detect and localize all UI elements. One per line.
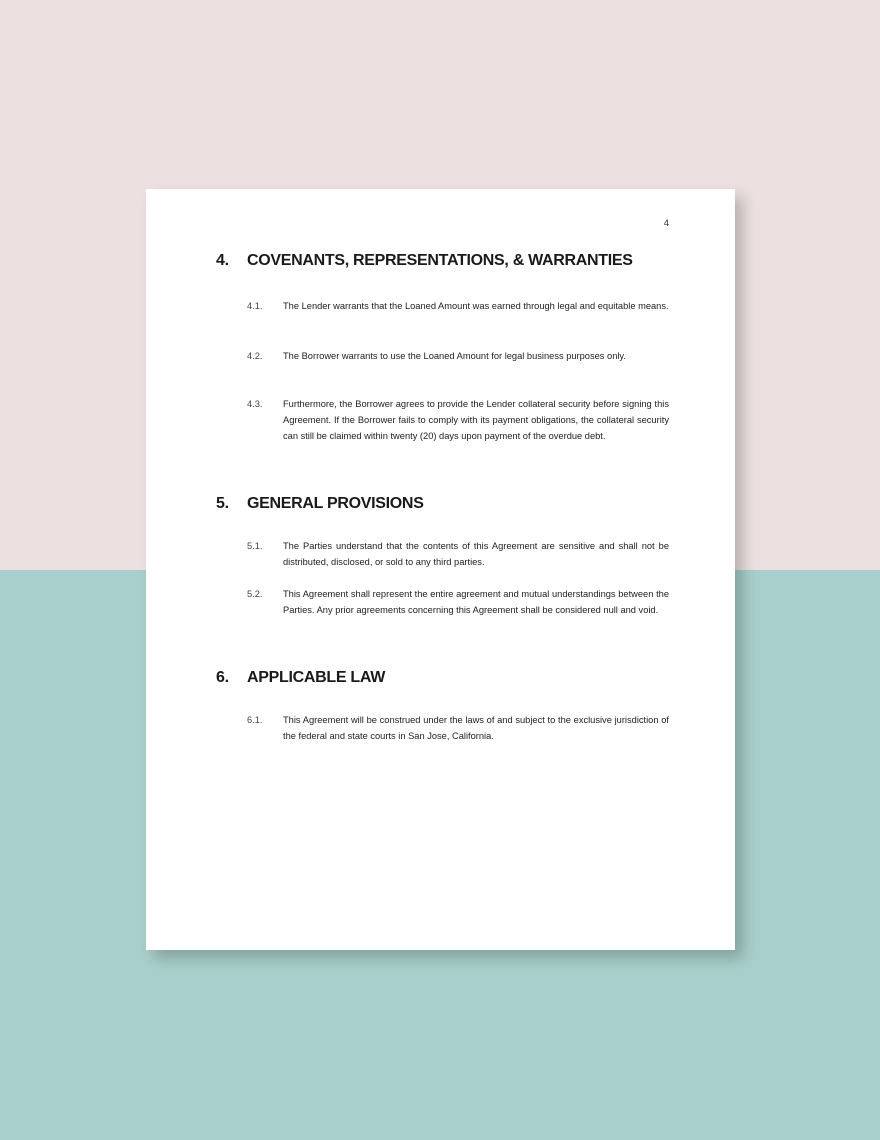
section-number: 4. [216, 252, 229, 269]
clause-6-1 [247, 712, 669, 744]
page-number: 4 [663, 218, 669, 229]
clause-number: 4.2. [247, 351, 263, 361]
clause-text: This Agreement shall represent the entire agreement and mutual understandings between the Parties. Any prior agreements concerning this Agreement shall be considered null and void. [283, 589, 669, 615]
clause-number: 4.3. [247, 399, 263, 409]
clause-4-3 [247, 396, 669, 444]
clause-number: 4.1. [247, 301, 263, 311]
clause-text: This Agreement will be construed under the laws of and subject to the exclusive jurisdiction of the federal and state courts in San Jose, California. [283, 715, 669, 741]
clause-4-2 [247, 348, 669, 364]
clause-5-2 [247, 586, 669, 618]
clause-number: 5.1. [247, 541, 263, 551]
document-page [146, 189, 735, 950]
section-number: 5. [216, 495, 229, 512]
clause-text: The Parties understand that the contents of this Agreement are sensitive and shall not be distributed, disclosed, or sold to any third parties. [283, 541, 669, 567]
clause-text: Furthermore, the Borrower agrees to provide the Lender collateral security before signing this Agreement. If the Borrower fails to comply with its payment obligations, the collateral security can still be claimed within twenty (20) days upon payment of the overdue debt. [283, 399, 669, 441]
section-heading-6 [216, 669, 385, 687]
section-title: APPLICABLE LAW [247, 669, 386, 686]
clause-text: The Borrower warrants to use the Loaned Amount for legal business purposes only. [283, 351, 626, 361]
section-title: GENERAL PROVISIONS [247, 495, 424, 512]
clause-number: 5.2. [247, 589, 263, 599]
section-heading-5 [216, 495, 424, 513]
clause-4-1 [247, 298, 669, 314]
section-title: COVENANTS, REPRESENTATIONS, & WARRANTIES [247, 252, 633, 269]
section-heading-4 [216, 252, 633, 270]
section-number: 6. [216, 669, 229, 686]
clause-number: 6.1. [247, 715, 263, 725]
clause-5-1 [247, 538, 669, 570]
clause-text: The Lender warrants that the Loaned Amount was earned through legal and equitable means. [283, 301, 669, 311]
